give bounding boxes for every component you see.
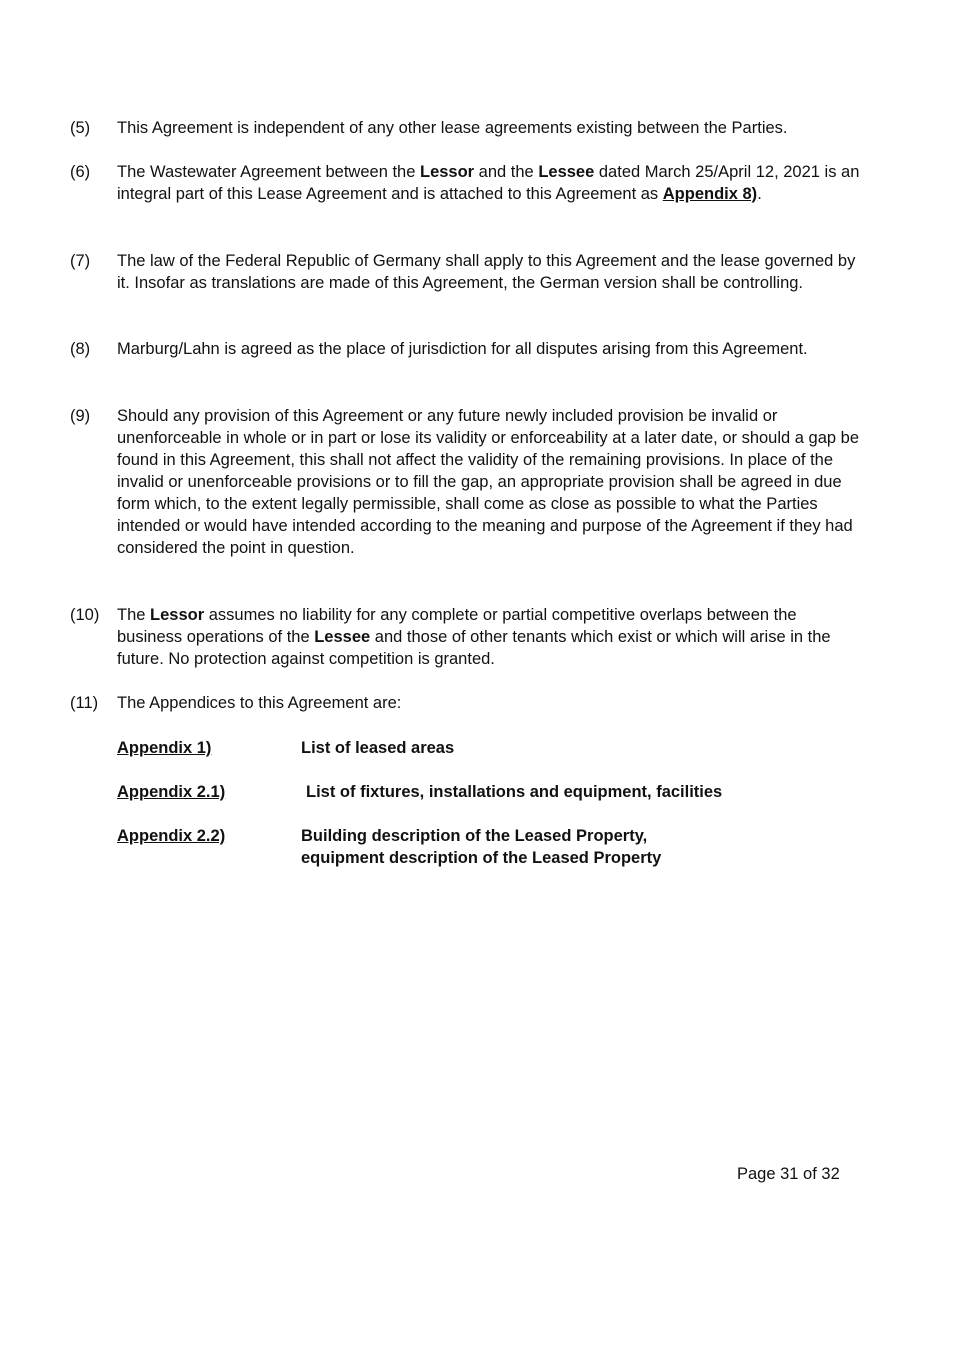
- appendix-description: Building description of the Leased Property, equipment description of the Leased Property: [301, 827, 662, 867]
- page-number: Page 31 of 32: [737, 1165, 840, 1183]
- clause-number: (11): [70, 694, 99, 712]
- clause-text: The law of the Federal Republic of Germany shall apply to this Agreement and the lease governed by it. Insofar as translations are made of this Agreement, the German version shall be controlling.: [117, 252, 856, 292]
- clause-7: [70, 250, 860, 294]
- clause-9: [70, 405, 860, 559]
- appendix-description: List of leased areas: [301, 739, 455, 757]
- appendix-label: Appendix 1): [117, 739, 212, 757]
- clause-number: (10): [70, 606, 100, 624]
- clause-text: The Lessor assumes no liability for any complete or partial competitive overlaps between the business operations of the Lessee and those of other tenants which exist or which will arise in the future. No protection against competition is granted.: [117, 606, 831, 668]
- clause-text: Should any provision of this Agreement or any future newly included provision be invalid or unenforceable in whole or in part or lose its validity or enforceability at a later date, or should a gap be found in this Agreement, this shall not affect the validity of the remaining provisions. In place of the invalid or unenforceable provisions or to fill the gap, an appropriate provision shall be agreed in due form which, to the extent legally permissible, shall come as close as possible to what the Parties intended or would have intended according to the meaning and purpose of the Agreement if they had considered the point in question.: [117, 407, 860, 557]
- clause-text: Marburg/Lahn is agreed as the place of jurisdiction for all disputes arising from this Agreement.: [117, 340, 808, 358]
- appendix-label: Appendix 2.1): [117, 783, 226, 801]
- clause-number: (9): [70, 407, 91, 425]
- appendix-description: List of fixtures, installations and equipment, facilities: [306, 783, 723, 801]
- appendix-reference: Appendix 8): [662, 185, 758, 203]
- clause-text: The Appendices to this Agreement are:: [117, 694, 402, 712]
- clause-11: [70, 692, 860, 714]
- clause-6: [70, 161, 860, 205]
- clause-number: (7): [70, 252, 91, 270]
- clause-number: (8): [70, 340, 91, 358]
- clause-5: [70, 117, 860, 139]
- clause-number: (6): [70, 163, 91, 181]
- clause-8: [70, 338, 860, 360]
- clause-text: This Agreement is independent of any other lease agreements existing between the Parties.: [117, 119, 788, 137]
- clause-number: (5): [70, 119, 91, 137]
- clause-text: The Wastewater Agreement between the Lessor and the Lessee dated March 25/April 12, 2021 is an integral part of this Lease Agreement and is attached to this Agreement as Appendix 8).: [117, 163, 860, 203]
- appendix-label: Appendix 2.2): [117, 827, 226, 845]
- clause-10: [70, 604, 860, 670]
